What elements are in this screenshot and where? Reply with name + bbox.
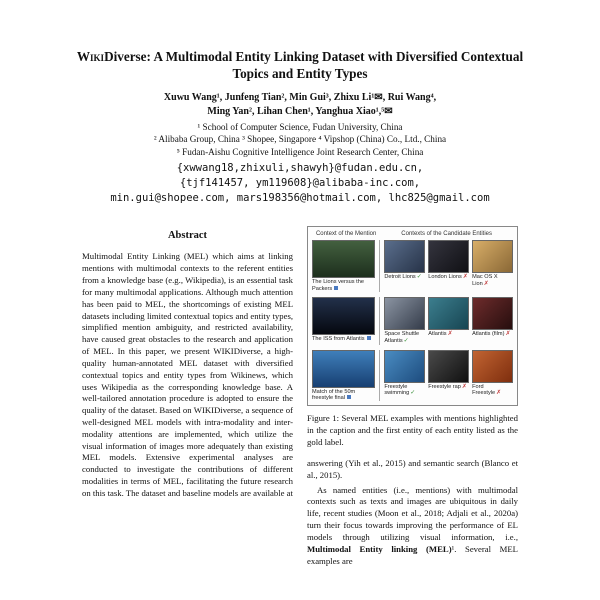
candidate-label: Freestyle swimming✓: [384, 383, 416, 396]
title-rest: Diverse: A Multimodal Entity Linking Dataset with Diversified Contextual Topics and Entity Types: [104, 49, 524, 82]
affiliation-line-1: ¹ School of Computer Science, Fudan University, China: [197, 122, 403, 133]
candidate-image: [428, 240, 469, 273]
figure-row-atlantis: [312, 297, 513, 344]
candidate-label: Mac OS X Lion✗: [472, 274, 498, 287]
email-line-2: {tjf141457, ym119608}@alibaba-inc.com,: [179, 176, 421, 189]
figure-row-freestyle: [312, 350, 513, 402]
candidate-image: [384, 297, 425, 330]
candidate-item: [472, 297, 513, 344]
affiliation-line-2: ² Alibaba Group, China ³ Shopee, Singapore ⁴ Vipshop (China) Co., Ltd., China: [153, 134, 447, 145]
paragraph-text: As named entities (i.e., mentions) with multimodal contexts such as texts and images are ubiquitous in daily life, recent studies (Moon et al., 2018; Adjali et al., 2020a) turn their focus towards improving the performance of EL models through utilizing visual information, i.e.,: [307, 484, 518, 542]
candidates-cell: [384, 297, 513, 344]
candidate-item: [472, 240, 513, 292]
affiliation-block: [0, 121, 600, 157]
candidate-item: [428, 350, 469, 402]
mention-caption: The ISS from Atlantis: [312, 336, 375, 342]
email-block: [0, 161, 600, 207]
candidate-label: London Lions✗: [428, 273, 468, 281]
authors-line-2: Ming Yan², Lihan Chen¹, Yanghua Xiao¹,⁵✉: [207, 105, 393, 117]
abstract-heading: Abstract: [167, 230, 208, 242]
mention-cell: [312, 350, 380, 402]
candidate-label: Atlantis (film)✗: [472, 330, 511, 338]
two-column-body: [0, 224, 600, 567]
right-column: [307, 224, 518, 567]
figure-header-candidates: Contexts of the Candidate Entities: [401, 231, 493, 238]
wrong-cross-icon: ✗: [505, 330, 511, 338]
figure-header-mention: Context of the Mention: [315, 231, 377, 238]
wrong-cross-icon: ✗: [483, 279, 489, 287]
candidates-cell: [384, 240, 513, 292]
candidate-image: [472, 350, 513, 383]
gold-check-icon: ✓: [403, 336, 409, 344]
figure-headers: [312, 231, 513, 237]
candidate-item: [384, 350, 425, 402]
left-column: [82, 224, 293, 567]
candidate-item: [384, 297, 425, 344]
wrong-cross-icon: ✗: [447, 330, 453, 338]
email-line-3: min.gui@shopee.com, mars198356@hotmail.com, lhc825@gmail.com: [110, 192, 490, 205]
gold-check-icon: ✓: [416, 273, 422, 281]
candidate-item: [428, 240, 469, 292]
gold-check-icon: ✓: [410, 388, 416, 396]
candidate-label: Space Shuttle Atlantis✓: [384, 331, 420, 344]
title-wiki-smallcaps: Wiki: [76, 49, 105, 64]
candidate-image: [384, 240, 425, 273]
affiliation-line-3: ⁵ Fudan-Aishu Cognitive Intelligence Joint Research Center, China: [176, 146, 424, 157]
candidate-image: [472, 240, 513, 273]
wrong-cross-icon: ✗: [462, 273, 468, 281]
body-paragraph-2: [307, 485, 518, 568]
paper-title: [75, 48, 525, 82]
abstract-text: Multimodal Entity Linking (MEL) which aims at linking mentions with multimodal contexts to the referent entities from a knowledge base (e.g., Wikipedia), is an essential task for many multimodal applications. Although much attention has been paid to MEL, the shortcomings of existing MEL datasets including limited contextual topics and entity types, simplified mention ambiguity, and restricted availability, have caused great obstacles to the research and application of MEL. In this paper, we present WIKIDiverse, a high-quality human-annotated MEL dataset with diversified contextual topics and entity types from Wikinews, which uses Wikipedia as the corresponding knowledge base. A well-tailored annotation procedure is adopted to ensure the quality of the dataset. Based on WIKIDiverse, a sequence of well-designed MEL models with intra-modality and inter-modality attentions are implemented, which utilize the visual information of images more adequately than existing MEL models. Extensive experimental analyses are conducted to investigate the contributions of different modalities in terms of MEL, facilitating the future research on this task. The dataset and baseline models are available at: [82, 251, 293, 498]
mention-cell: [312, 240, 380, 292]
image-badge-icon: [367, 336, 371, 340]
mention-image: [312, 350, 375, 388]
candidate-image: [428, 350, 469, 383]
candidates-cell: [384, 350, 513, 402]
mel-bold-term: Multimodal Entity linking (MEL): [307, 543, 452, 554]
body-paragraph-1: answering (Yih et al., 2015) and semantic search (Blanco et al., 2015).: [307, 457, 518, 480]
figure-row-lions: [312, 240, 513, 292]
candidate-item: [384, 240, 425, 292]
mention-cell: [312, 297, 380, 344]
author-block: [0, 91, 600, 118]
mention-image: [312, 240, 375, 278]
mention-caption: Match of the 50m freestyle final: [312, 388, 356, 401]
mention-caption: The Lions versus the Packers: [312, 279, 364, 292]
candidate-image: [384, 350, 425, 383]
image-badge-icon: [347, 395, 351, 399]
candidate-image: [472, 297, 513, 330]
candidate-label: Freestyle rap✗: [428, 382, 467, 390]
image-badge-icon: [334, 286, 338, 290]
wrong-cross-icon: ✗: [496, 388, 502, 396]
candidate-image: [428, 297, 469, 330]
candidate-item: [428, 297, 469, 344]
candidate-item: [472, 350, 513, 402]
paragraph-text: ¹. Several MEL examples are: [307, 543, 518, 566]
candidate-label: Atlantis✗: [428, 330, 453, 338]
candidate-label: Ford Freestyle✗: [472, 383, 502, 396]
mention-image: [312, 297, 375, 335]
figure-caption: Figure 1: Several MEL examples with mentions highlighted in the caption and the first entity of each entity listed as the gold label.: [307, 413, 518, 448]
wrong-cross-icon: ✗: [461, 382, 467, 390]
email-line-1: {xwwang18,zhixuli,shawyh}@fudan.edu.cn,: [176, 161, 424, 174]
authors-line-1: Xuwu Wang¹, Junfeng Tian², Min Gui³, Zhixu Li¹✉, Rui Wang⁴,: [163, 92, 437, 104]
figure-1: [307, 226, 518, 406]
candidate-label: Detroit Lions✓: [384, 273, 422, 281]
